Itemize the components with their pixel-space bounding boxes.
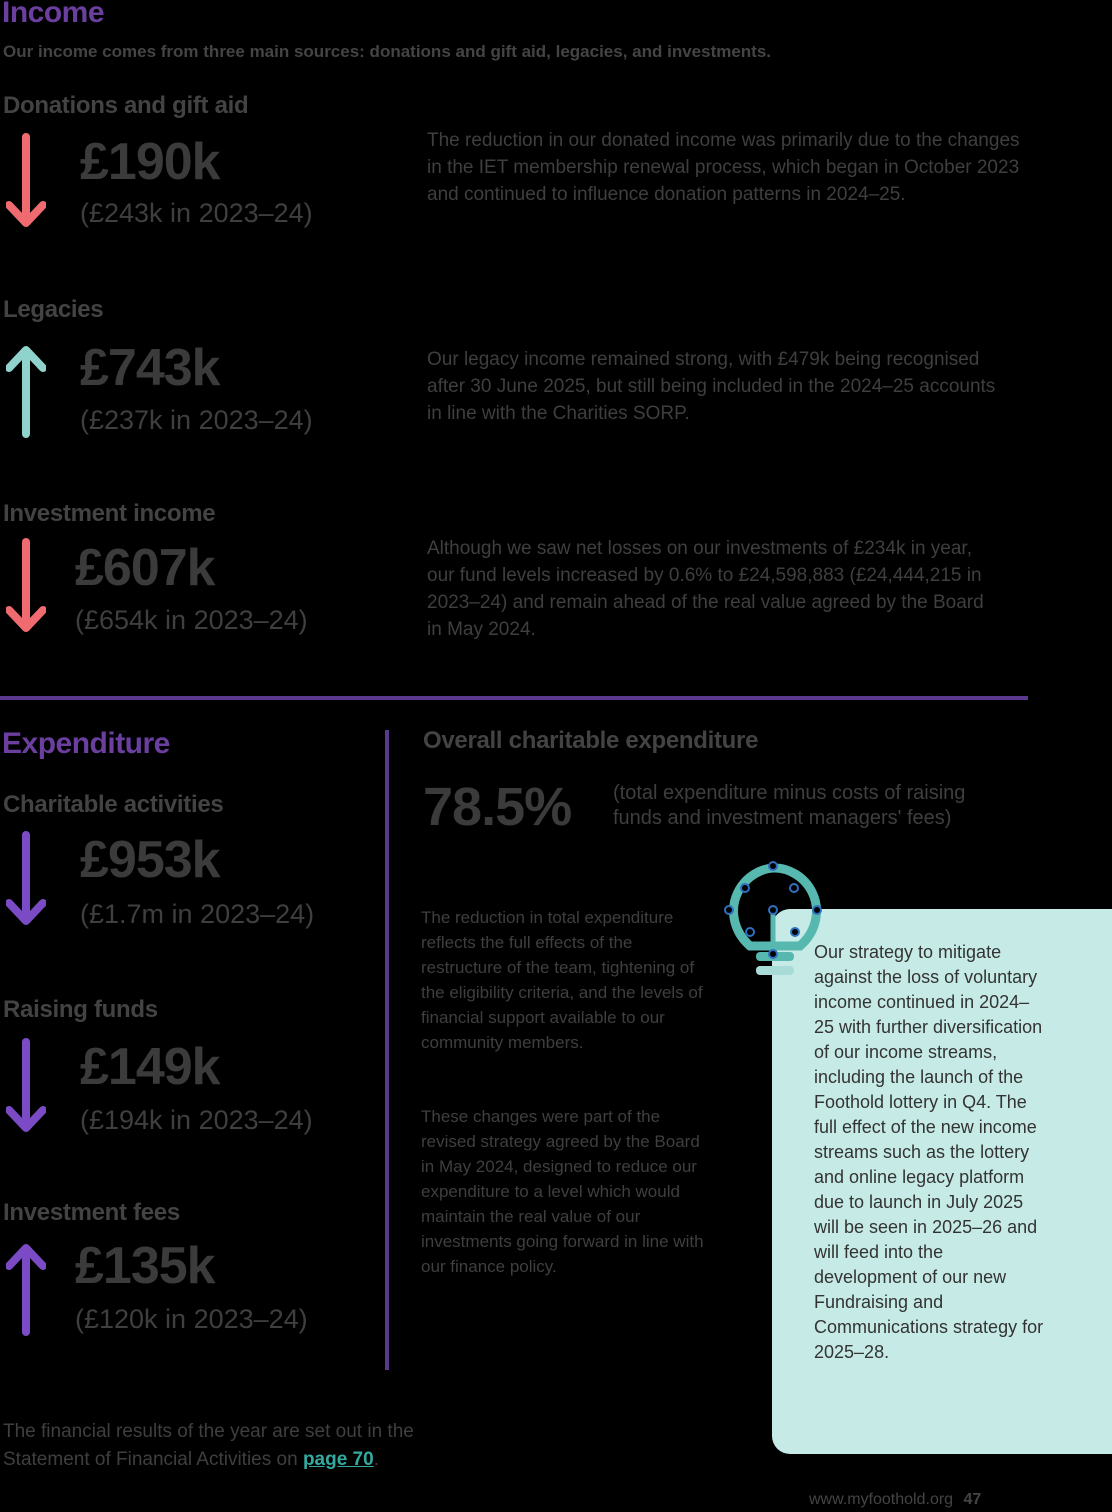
- income-title: Income: [2, 0, 105, 29]
- donations-heading: Donations and gift aid: [3, 92, 249, 119]
- overall-note: [613, 781, 965, 831]
- section-divider: [0, 696, 1028, 700]
- investment-income-description: Although we saw net losses on our investments of £234k in year, our fund levels increased by 0.6% to £24,598,883 (£24,444,215 in 2023–24) and remain ahead of the real value agreed by the Board in May 2024.: [427, 538, 984, 640]
- footer-note: [3, 1418, 523, 1474]
- arrow-down-icon: [6, 831, 46, 931]
- overall-percent: 78.5%: [423, 777, 572, 837]
- expenditure-title: Expenditure: [2, 727, 170, 760]
- donations-previous: (£243k in 2023–24): [80, 198, 313, 228]
- strategy-card-text: Our strategy to mitigate against the loss of voluntary income continued in 2024–25 with further diversification of our income streams, including the launch of the Foothold lottery in Q4. The full effect of the new income streams such as the lottery and online legacy platform due to launch in July 2025 will be seen in 2025–26 and will feed into the development of our new Fundraising and Communications strategy for 2025–28.: [814, 942, 1044, 1362]
- footer-line1: The financial results of the year are set out in the: [3, 1421, 414, 1442]
- overall-heading: Overall charitable expenditure: [423, 727, 759, 754]
- donations-amount: £190k: [80, 133, 220, 191]
- website-url: www.myfoothold.org: [809, 1491, 954, 1508]
- raising-funds-previous: (£194k in 2023–24): [80, 1105, 313, 1135]
- charitable-activities-previous: (£1.7m in 2023–24): [80, 899, 315, 929]
- page-70-link[interactable]: page 70: [302, 1449, 374, 1470]
- income-intro: Our income comes from three main sources: donations and gift aid, legacies, and investments.: [3, 42, 772, 61]
- investment-income-amount: £607k: [75, 539, 215, 597]
- page-footer: [809, 1491, 981, 1509]
- page-number: 47: [963, 1491, 982, 1508]
- investment-fees-previous: (£120k in 2023–24): [75, 1304, 308, 1334]
- overall-paragraph-1: The reduction in total expenditure reflects the full effects of the restructure of the team, tightening of the eligibility criteria, and the levels of financial support available to our community members.: [421, 908, 703, 1052]
- raising-funds-heading: Raising funds: [3, 996, 158, 1023]
- overall-paragraph-2: These changes were part of the revised strategy agreed by the Board in May 2024, designed to reduce our expenditure to a level which would maintain the real value of our investments going forward in line with our finance policy.: [421, 1107, 704, 1276]
- legacies-description: Our legacy income remained strong, with £479k being recognised after 30 June 2025, but still being included in the 2024–25 accounts in line with the Charities SORP.: [427, 349, 996, 424]
- investment-fees-amount: £135k: [75, 1237, 215, 1295]
- arrow-up-icon: [6, 340, 46, 440]
- footer-line2-prefix: Statement of Financial Activities on: [3, 1449, 303, 1470]
- raising-funds-amount: £149k: [80, 1038, 220, 1096]
- overall-note-line1: (total expenditure minus costs of raising: [613, 782, 966, 804]
- investment-fees-heading: Investment fees: [3, 1199, 180, 1226]
- arrow-down-icon: [6, 1038, 46, 1138]
- charitable-activities-heading: Charitable activities: [3, 791, 224, 818]
- arrow-down-icon: [6, 133, 46, 233]
- investment-income-heading: Investment income: [3, 500, 216, 527]
- legacies-amount: £743k: [80, 339, 220, 397]
- footer-line2: [3, 1446, 523, 1474]
- investment-income-previous: (£654k in 2023–24): [75, 605, 308, 635]
- charitable-activities-amount: £953k: [80, 831, 220, 889]
- arrow-up-icon: [6, 1238, 46, 1338]
- overall-note-line2: funds and investment managers' fees): [613, 807, 952, 829]
- arrow-down-icon: [6, 538, 46, 638]
- legacies-previous: (£237k in 2023–24): [80, 405, 313, 435]
- footer-line2-suffix: .: [373, 1449, 379, 1470]
- legacies-heading: Legacies: [3, 296, 104, 323]
- donations-description: The reduction in our donated income was primarily due to the changes in the IET membership renewal process, which began in October 2023 and continued to influence donation patterns in 2024–25.: [427, 130, 1020, 205]
- column-divider: [385, 730, 389, 1370]
